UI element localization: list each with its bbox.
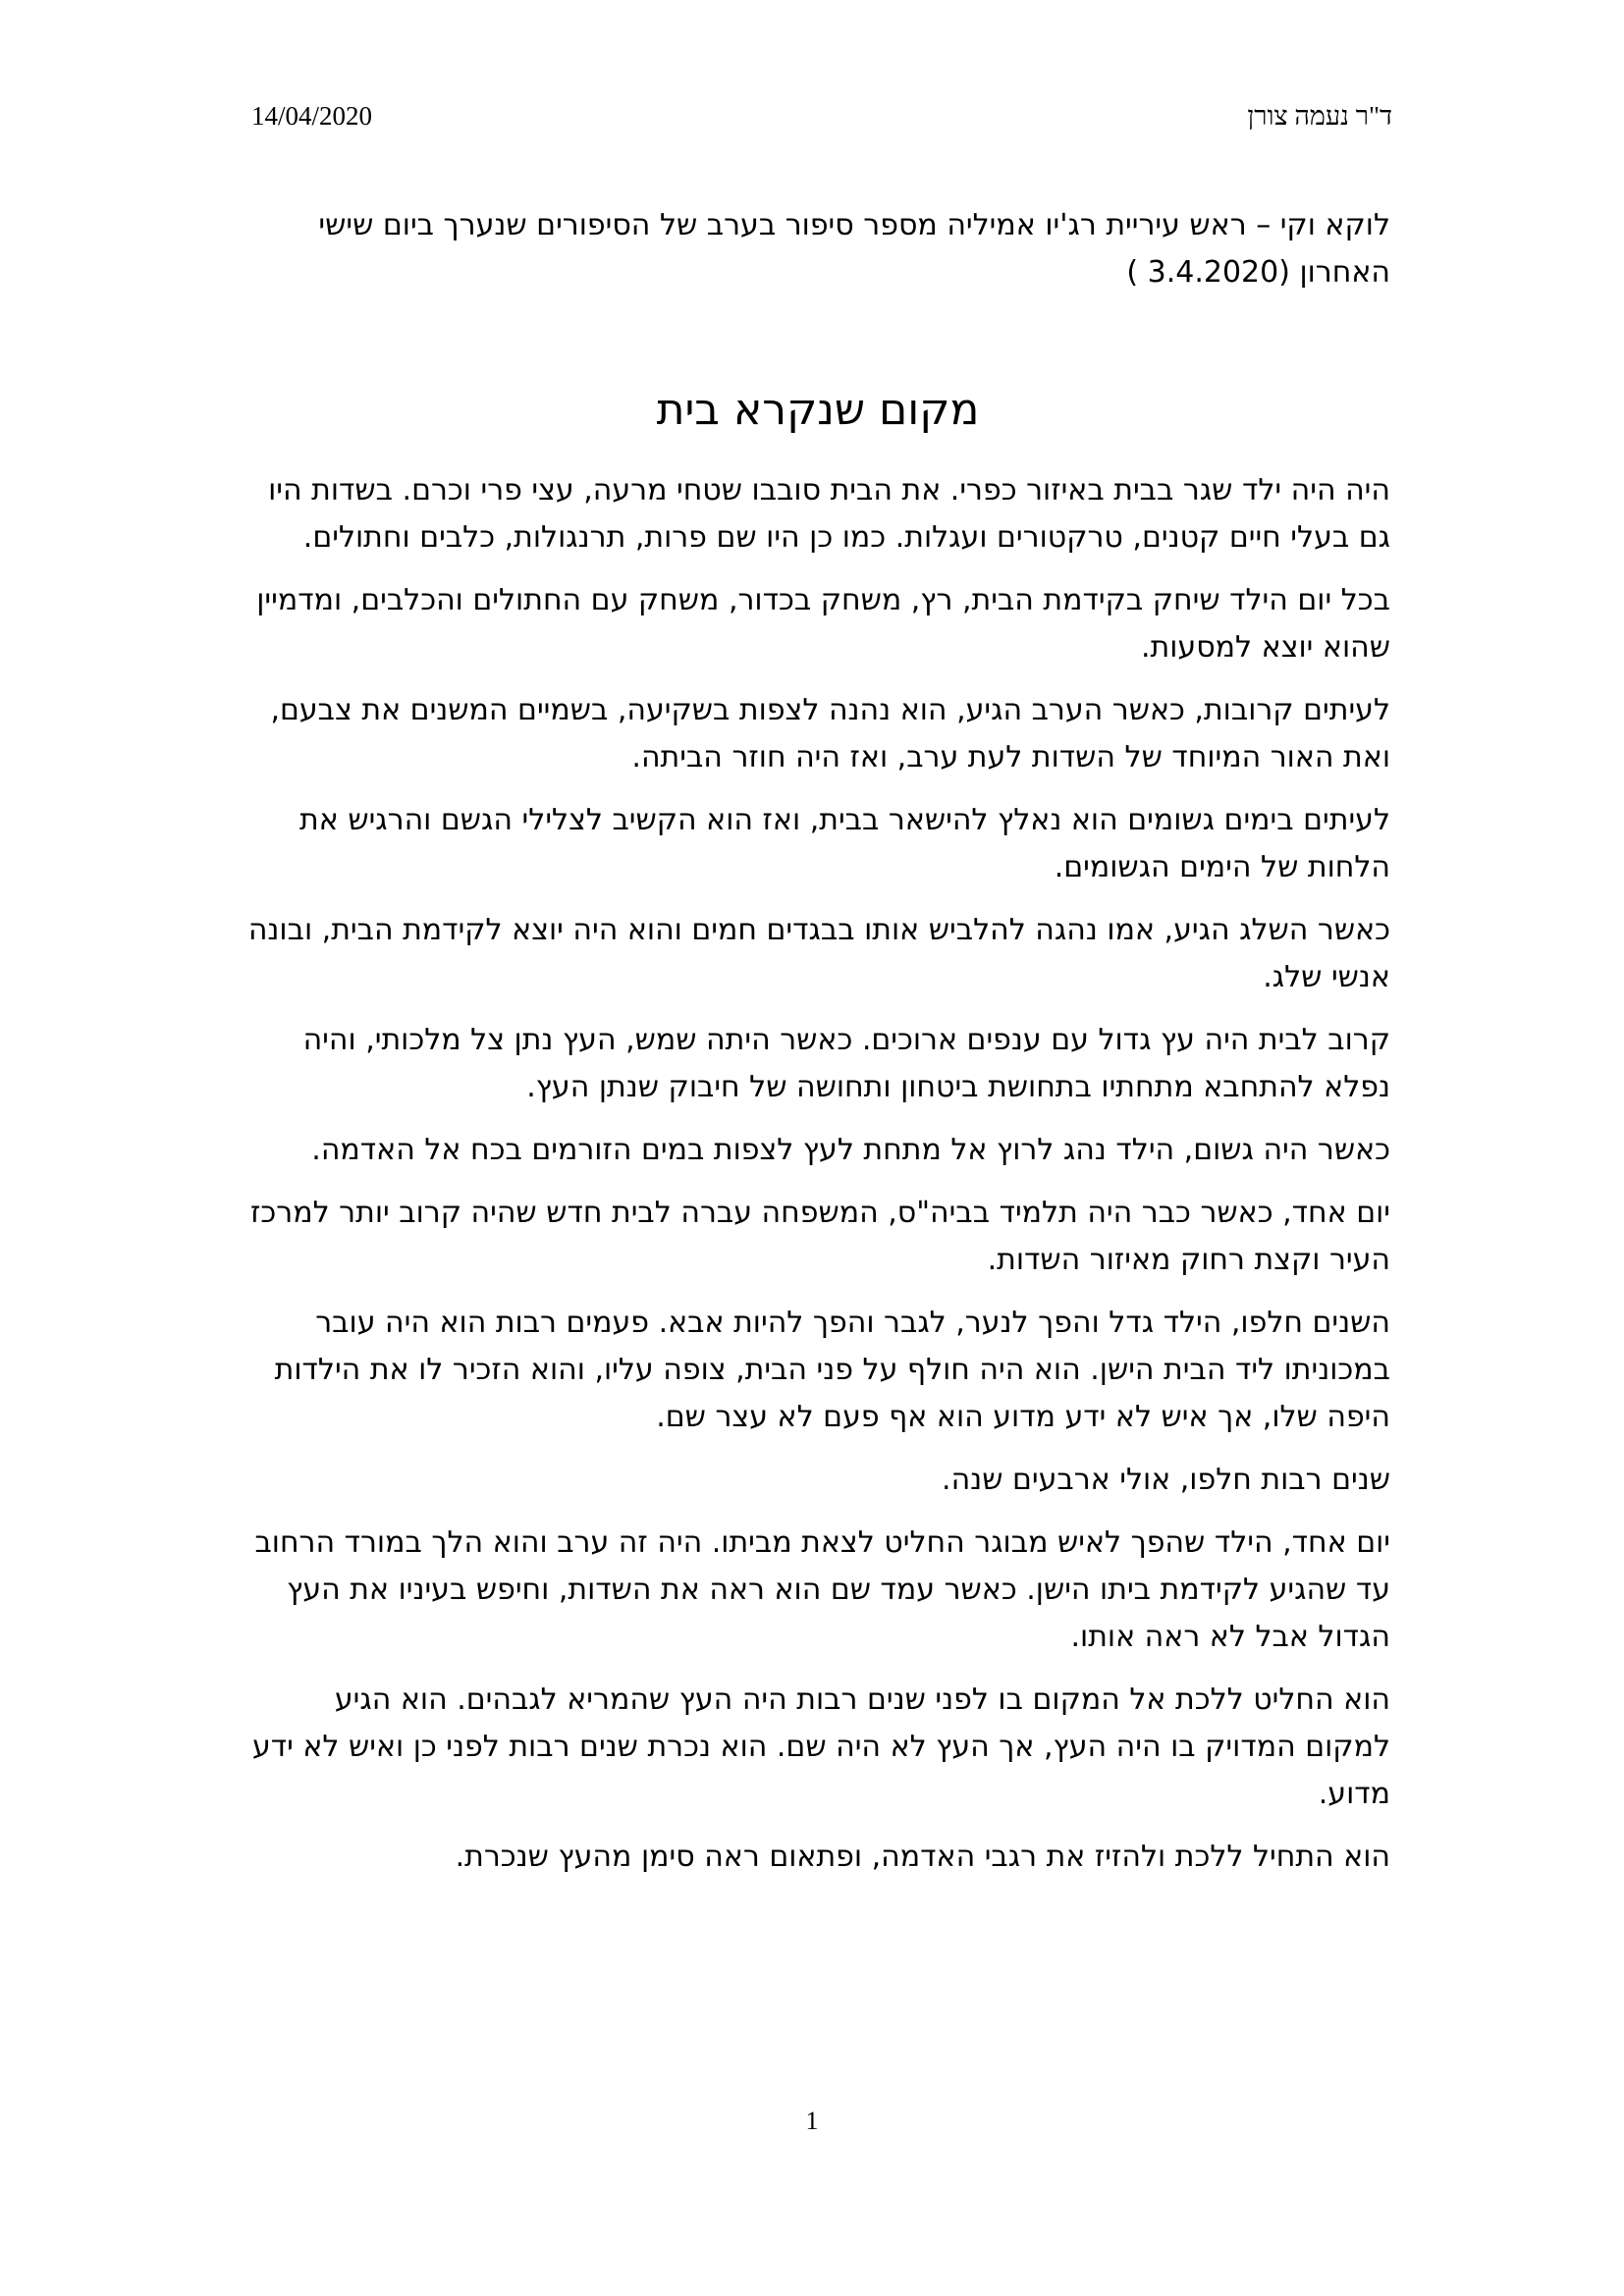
paragraph: כאשר היה גשום, הילד נהג לרוץ אל מתחת לעץ לצפות במים הזורמים בכח אל האדמה.	[311, 1133, 1390, 1167]
paragraph: הוא התחיל ללכת ולהזיז את רגבי האדמה, ופתאום ראה סימן מהעץ שנכרת.	[455, 1840, 1390, 1874]
paragraph: כאשר השלג הגיע, אמו נהגה להלביש אותו בבגדים חמים והוא היה יוצא לקידמת הבית, ובונה אנשי שלג.	[247, 913, 1390, 994]
paragraph: השנים חלפו, הילד גדל והפך לנער, לגבר והפך להיות אבא. פעמים רבות הוא היה עובר במכוניתו ליד הבית הישן. הוא היה חולף על פני הבית, צופה עליו, והוא הזכיר לו את הילדות היפה שלו, אך איש לא ידע מדוע הוא אף פעם לא עצר שם.	[274, 1306, 1390, 1434]
paragraph: לעיתים קרובות, כאשר הערב הגיע, הוא נהנה לצפות בשקיעה, בשמיים המשנים את צבעם, ואת האור המיוחד של השדות לעת ערב, ואז היה חוזר הביתה.	[270, 693, 1390, 774]
intro-text: לוקא וקי – ראש עיריית רג'יו אמיליה מספר סיפור בערב של הסיפורים שנערך ביום שישי האחרון (3.4.2020 )	[318, 208, 1390, 290]
paragraph: קרוב לבית היה עץ גדול עם ענפים ארוכים. כאשר היתה שמש, העץ נתן צל מלכותי, והיה נפלא להתחבא מתחתיו בתחושת ביטחון ותחושה של חיבוק שנתן העץ.	[302, 1023, 1390, 1104]
paragraph: בכל יום הילד שיחק בקידמת הבית, רץ, משחק בכדור, משחק עם החתולים והכלבים, ומדמיין שהוא יוצא למסעות.	[256, 583, 1390, 665]
paragraph: יום אחד, הילד שהפך לאיש מבוגר החליט לצאת מביתו. היה זה ערב והוא הלך במורד הרחוב עד שהגיע לקידמת ביתו הישן. כאשר עמד שם הוא ראה את השדות, וחיפש בעיניו את העץ הגדול אבל לא ראה אותו.	[254, 1525, 1390, 1654]
header-date: 14/04/2020	[251, 101, 373, 131]
paragraph: לעיתים בימים גשומים הוא נאלץ להישאר בבית, ואז הוא הקשיב לצלילי הגשם והרגיש את הלחות של הימים הגשומים.	[299, 803, 1390, 884]
document-body	[245, 202, 1390, 1896]
paragraph: יום אחד, כאשר כבר היה תלמיד בביה"ס, המשפחה עברה לבית חדש שהיה קרוב יותר למרכז העיר וקצת רחוק מאיזור השדות.	[250, 1196, 1390, 1277]
header-author: ד"ר נעמה צורן	[1247, 101, 1392, 131]
paragraph: היה היה ילד שגר בבית באיזור כפרי. את הבית סובבו שטחי מרעה, עצי פרי וכרם. בשדות היו גם בעלי חיים קטנים, טרקטורים ועגלות. כמו כן היו שם פרות, תרנגולות, כלבים וחתולים.	[268, 473, 1390, 555]
story-title: מקום שנקרא בית	[656, 385, 980, 435]
paragraph: שנים רבות חלפו, אולי ארבעים שנה.	[942, 1463, 1390, 1497]
page-number: 1	[805, 2107, 819, 2135]
paragraph: הוא החליט ללכת אל המקום בו לפני שנים רבות היה העץ שהמריא לגבהים. הוא הגיע למקום המדויק בו היה העץ, אך העץ לא היה שם. הוא נכרת שנים רבות לפני כן ואיש לא ידע מדוע.	[251, 1682, 1390, 1811]
